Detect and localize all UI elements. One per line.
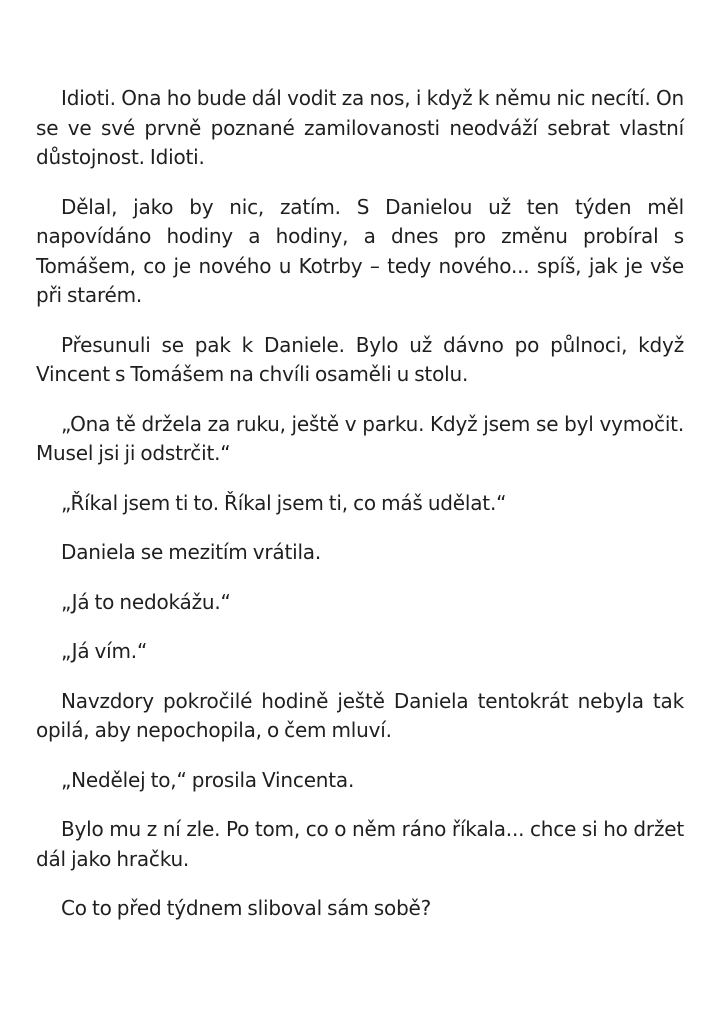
paragraph-11: Bylo mu z ní zle. Po tom, co o něm ráno říkala... chce si ho držet dál jako hračku. [36, 817, 684, 871]
paragraph-1: Idioti. Ona ho bude dál vodit za nos, i když k němu nic necítí. On se ve své prvně poznané zamilovanosti neodváží sebrat vlastní důstojnost. Idioti. [36, 86, 684, 169]
paragraph-10: „Nedělej to,“ prosila Vincenta. [61, 767, 355, 792]
paragraph-2: Dělal, jako by nic, zatím. S Danielou už ten týden měl napovídáno hodiny a hodiny, a dnes pro změnu probíral s Tomášem, co je nového u Kotrby – tedy nového... spíš, jak je vše při starém. [36, 194, 684, 307]
paragraph-6: Daniela se mezitím vrátila. [61, 540, 322, 564]
paragraph-12: Co to před týdnem sliboval sám sobě? [61, 896, 432, 920]
paragraph-8: „Já vím.“ [61, 639, 148, 663]
paragraph-3: Přesunuli se pak k Daniele. Bylo už dávno po půlnoci, když Vincent s Tomášem na chvíli osaměli u stolu. [36, 332, 684, 386]
paragraph-5: „Říkal jsem ti to. Říkal jsem ti, co máš udělat.“ [61, 490, 507, 515]
paragraph-7: „Já to nedokážu.“ [61, 589, 231, 614]
paragraph-4: „Ona tě držela za ruku, ještě v parku. Když jsem se byl vymočit. Musel jsi ji odstrčit.“ [36, 411, 684, 465]
book-page [36, 84, 684, 944]
paragraph-9: Navzdory pokročilé hodině ještě Daniela tentokrát nebyla tak opilá, aby nepochopila, o čem mluví. [36, 688, 684, 742]
